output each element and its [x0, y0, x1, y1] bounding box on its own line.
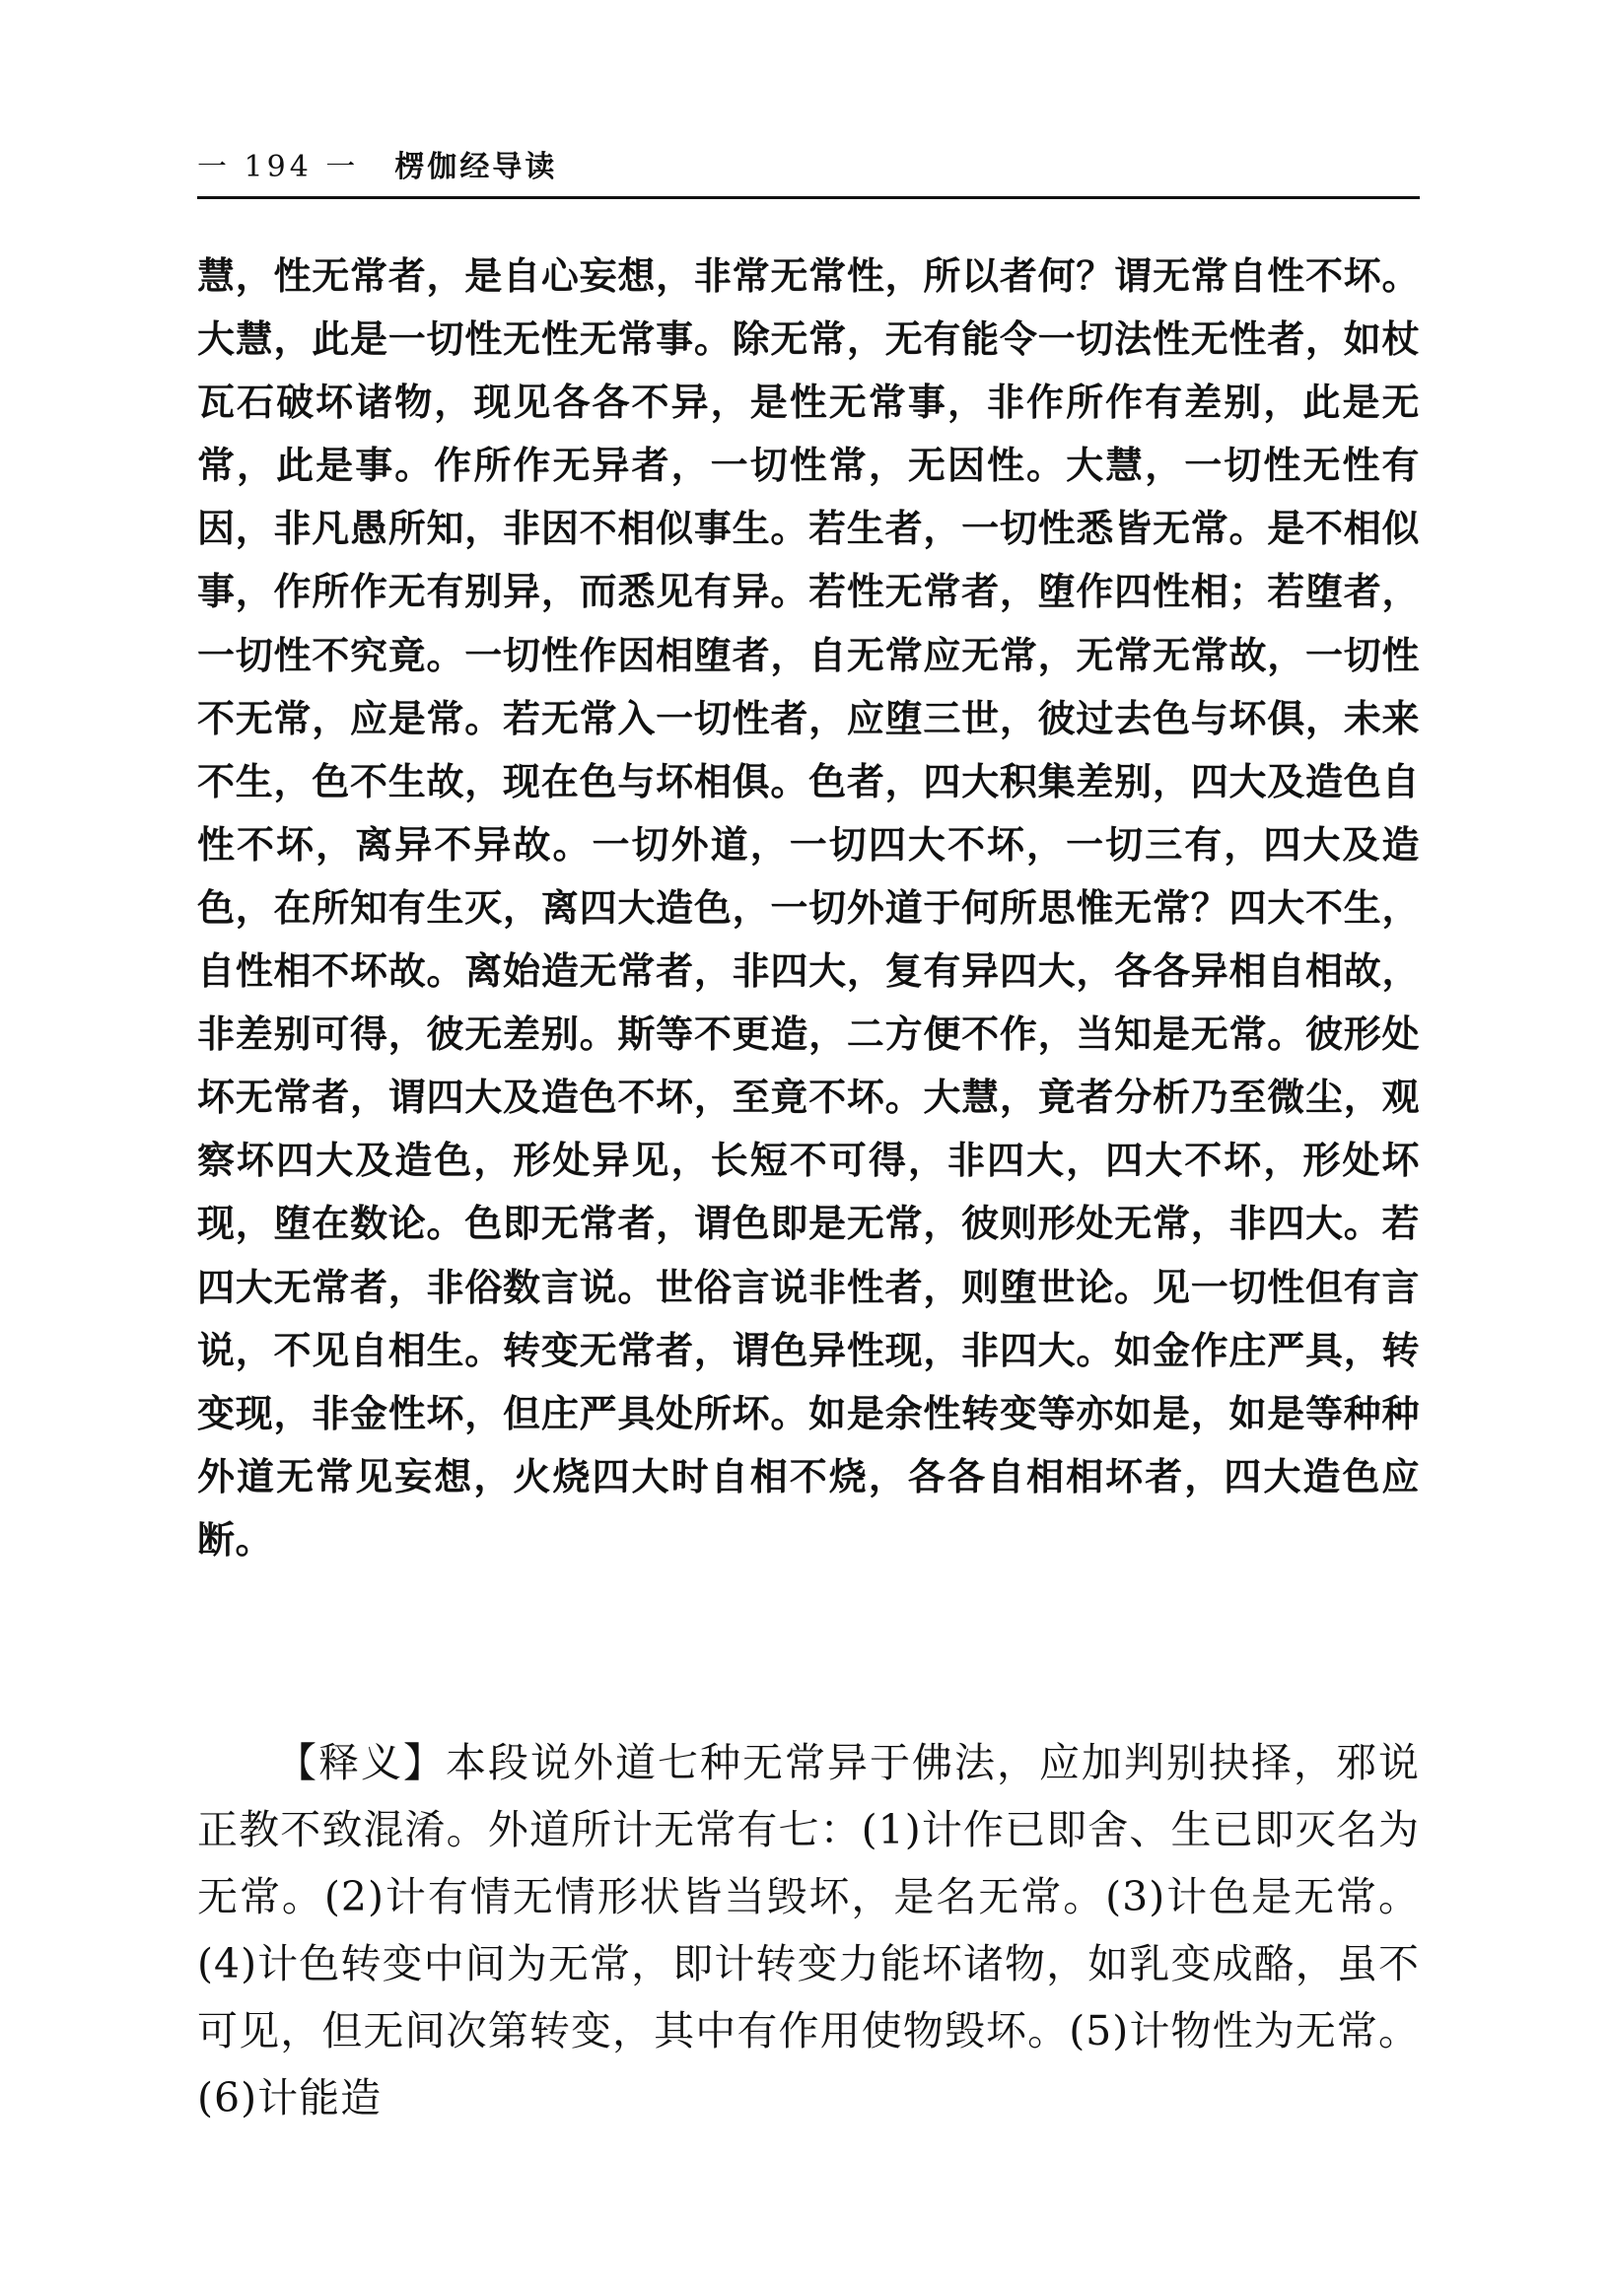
header-rule: [197, 196, 1420, 199]
commentary-text: 【释义】本段说外道七种无常异于佛法，应加判别抉择，邪说正教不致混淆。外道所计无常有七：(1)计作已即舍、生已即灭名为无常。(2)计有情无情形状皆当毁坏，是名无常。(3)计色是无常。(4)计色转变中间为无常，即计转变力能坏诸物，如乳变成酪，虽不可见，但无间次第转变，其中有作用使物毁坏。(5)计物性为无常。(6)计能造: [197, 1739, 1420, 2122]
running-header: [197, 144, 1420, 191]
scripture-text: 慧，性无常者，是自心妄想，非常无常性，所以者何？谓无常自性不坏。大慧，此是一切性无性无常事。除无常，无有能令一切法性无性者，如杖瓦石破坏诸物，现见各各不异，是性无常事，非作所作有差别，此是无常，此是事。作所作无异者，一切性常，无因性。大慧，一切性无性有因，非凡愚所知，非因不相似事生。若生者，一切性悉皆无常。是不相似事，作所作无有别异，而悉见有异。若性无常者，堕作四性相；若堕者，一切性不究竟。一切性作因相堕者，自无常应无常，无常无常故，一切性不无常，应是常。若无常入一切性者，应堕三世，彼过去色与坏俱，未来不生，色不生故，现在色与坏相俱。色者，四大积集差别，四大及造色自性不坏，离异不异故。一切外道，一切四大不坏，一切三有，四大及造色，在所知有生灭，离四大造色，一切外道于何所思惟无常？四大不生，自性相不坏故。离始造无常者，非四大，复有异四大，各各异相自相故，非差别可得，彼无差别。斯等不更造，二方便不作，当知是无常。彼形处坏无常者，谓四大及造色不坏，至竟不坏。大慧，竟者分析乃至微尘，观察坏四大及造色，形处异见，长短不可得，非四大，四大不坏，形处坏现，堕在数论。色即无常者，谓色即是无常，彼则形处无常，非四大。若四大无常者，非俗数言说。世俗言说非性者，则堕世论。见一切性但有言说，不见自相生。转变无常者，谓色异性现，非四大。如金作庄严具，转变现，非金性坏，但庄严具处所坏。如是余性转变等亦如是，如是等种种外道无常见妄想，火烧四大时自相不烧，各各自相相坏者，四大造色应断。: [197, 254, 1420, 1562]
page-number: 一 194 一: [197, 150, 360, 184]
book-title: 楞伽经导读: [394, 150, 558, 184]
